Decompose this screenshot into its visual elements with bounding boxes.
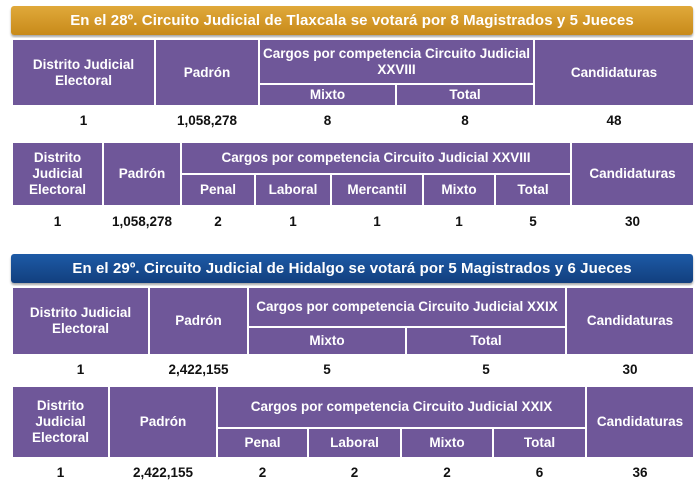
cell-distrito: 1	[12, 206, 103, 236]
cell-laboral: 2	[308, 458, 401, 486]
header-mixto: Mixto	[259, 84, 396, 106]
cell-distrito: 1	[12, 458, 109, 486]
cell-mixto: 1	[423, 206, 495, 236]
cell-total: 6	[493, 458, 586, 486]
cell-candidaturas: 36	[586, 458, 694, 486]
header-total: Total	[493, 428, 586, 458]
header-cargos: Cargos por competencia Circuito Judicial XXVIII	[181, 142, 571, 174]
table-hidalgo-summary	[11, 286, 695, 384]
header-distrito: Distrito Judicial Electoral	[12, 386, 109, 458]
header-padron: Padrón	[149, 287, 248, 355]
header-candidaturas: Candidaturas	[586, 386, 694, 458]
header-candidaturas: Candidaturas	[571, 142, 694, 206]
cell-candidaturas: 48	[534, 106, 694, 134]
cell-distrito: 1	[12, 106, 155, 134]
header-cargos: Cargos por competencia Circuito Judicial XXIX	[217, 386, 586, 428]
header-cargos: Cargos por competencia Circuito Judicial XXIX	[248, 287, 566, 327]
header-laboral: Laboral	[255, 174, 331, 206]
table-row	[12, 106, 694, 134]
cell-padron: 2,422,155	[109, 458, 217, 486]
cell-mixto: 8	[259, 106, 396, 134]
section-tlaxcala-banner: En el 28º. Circuito Judicial de Tlaxcala se votará por 8 Magistrados y 5 Jueces	[11, 6, 693, 35]
header-distrito: Distrito Judicial Electoral	[12, 287, 149, 355]
header-padron: Padrón	[109, 386, 217, 458]
cell-penal: 2	[181, 206, 255, 236]
header-padron: Padrón	[103, 142, 181, 206]
table-hidalgo-detail	[11, 385, 695, 487]
table-row	[12, 458, 694, 486]
header-mixto: Mixto	[401, 428, 493, 458]
cell-laboral: 1	[255, 206, 331, 236]
cell-padron: 1,058,278	[155, 106, 259, 134]
cell-distrito: 1	[12, 355, 149, 383]
cell-candidaturas: 30	[566, 355, 694, 383]
header-distrito: Distrito Judicial Electoral	[12, 142, 103, 206]
header-penal: Penal	[181, 174, 255, 206]
header-mixto: Mixto	[423, 174, 495, 206]
cell-mercantil: 1	[331, 206, 423, 236]
header-total: Total	[406, 327, 566, 355]
cell-penal: 2	[217, 458, 308, 486]
table-tlaxcala-summary	[11, 38, 695, 135]
cell-total: 5	[495, 206, 571, 236]
section-hidalgo-banner: En el 29º. Circuito Judicial de Hidalgo se votará por 5 Magistrados y 6 Jueces	[11, 254, 693, 283]
cell-padron: 2,422,155	[149, 355, 248, 383]
cell-mixto: 2	[401, 458, 493, 486]
header-total: Total	[495, 174, 571, 206]
cell-candidaturas: 30	[571, 206, 694, 236]
header-laboral: Laboral	[308, 428, 401, 458]
cell-total: 8	[396, 106, 534, 134]
header-mercantil: Mercantil	[331, 174, 423, 206]
header-penal: Penal	[217, 428, 308, 458]
cell-padron: 1,058,278	[103, 206, 181, 236]
cell-total: 5	[406, 355, 566, 383]
cell-mixto: 5	[248, 355, 406, 383]
header-cargos: Cargos por competencia Circuito Judicial XXVIII	[259, 39, 534, 84]
header-candidaturas: Candidaturas	[566, 287, 694, 355]
table-tlaxcala-detail	[11, 141, 695, 237]
header-candidaturas: Candidaturas	[534, 39, 694, 106]
table-row	[12, 206, 694, 236]
header-distrito: Distrito Judicial Electoral	[12, 39, 155, 106]
table-row	[12, 355, 694, 383]
header-padron: Padrón	[155, 39, 259, 106]
header-mixto: Mixto	[248, 327, 406, 355]
header-total: Total	[396, 84, 534, 106]
